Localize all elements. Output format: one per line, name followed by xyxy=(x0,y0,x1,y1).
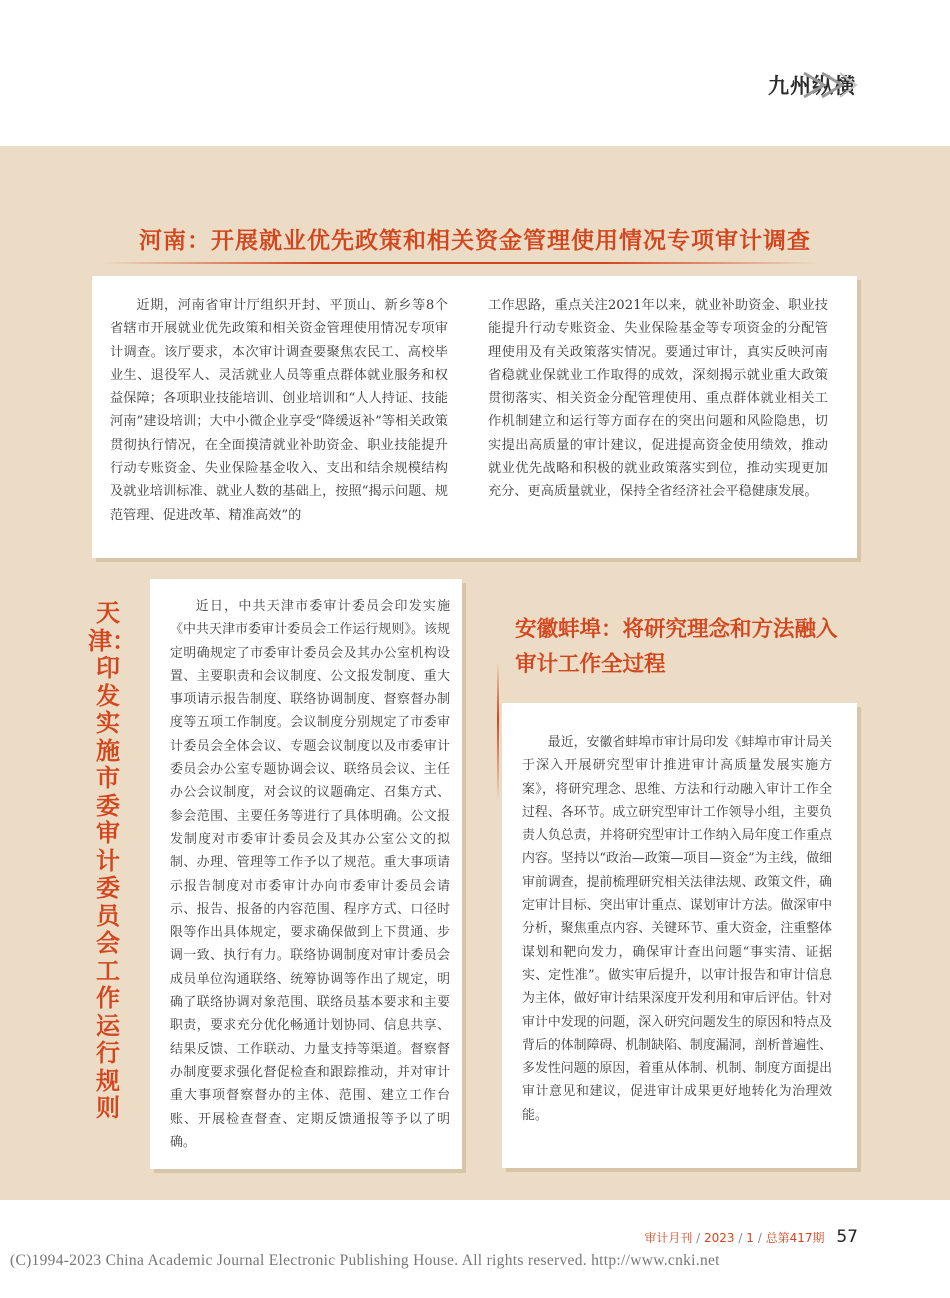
footer-year: 2023 xyxy=(704,1231,735,1245)
copyright-notice: (C)1994-2023 China Academic Journal Electronic Publishing House. All rights reserved. http://www.cnki.net xyxy=(10,1252,720,1269)
henan-article-card xyxy=(92,276,857,558)
tianjin-article-title: 天津：印发实施市委审计委员会工作运行规则 xyxy=(88,599,136,1122)
henan-article-left-column: 近期，河南省审计厅组织开封、平顶山、新乡等8个省辖市开展就业优先政策和相关资金管理使用情况专项审计调查。该厅要求，本次审计调查要聚焦农民工、高校毕业生、退役军人、灵活就业人员等重点群体就业服务和权益保障；各项职业技能培训、创业培训和“人人持证、技能河南”建设培训；大中小微企业享受“降缓返补”等相关政策贯彻执行情况，在全面摸清就业补助资金、职业技能提升行动专账资金、失业保险基金收入、支出和结余规模结构及就业培训标准、就业人数的基础上，按照“揭示问题、规范管理、促进改革、精准高效”的 xyxy=(110,298,448,523)
anhui-article-body: 最近，安徽省蚌埠市审计局印发《蚌埠市审计局关于深入开展研究型审计推进审计高质量发展实施方案》，将研究理念、思维、方法和行动融入审计工作全过程、各环节。成立研究型审计工作领导小组，主要负责人负总责，并将研究型审计工作纳入局年度工作重点内容。坚持以“政治—政策—项目—资金”为主线，做细审前调查，提前梳理研究相关法律法规、政策文件，确定审计目标、突出审计重点、谋划审计方法。做深审中分析，聚焦重点内容、关键环节、重大资金，注重整体谋划和靶向发力，确保审计查出问题“事实清、证据实、定性准”。做实审后提升，以审计报告和审计信息为主体，做好审计结果深度开发利用和审后评估。针对审计中发现的问题，深入研究问题发生的原因和特点及背后的体制障碍、机制缺陷、制度漏洞，剖析普遍性、多发性问题的原因，着重从体制、机制、制度方面提出审计意见和建议，促进审计成果更好地转化为治理效能。 xyxy=(522,735,832,1123)
henan-article-right-column: 工作思路，重点关注2021年以来，就业补助资金、职业技能提升行动专账资金、失业保险基金等专项资金的分配管理使用及有关政策落实情况。要通过审计，真实反映河南省稳就业保就业工作取得的成效，深刻揭示就业重大政策贯彻落实、相关资金分配管理使用、重点群体就业相关工作机制建立和运行等方面存在的突出问题和风险隐患，切实提出高质量的审计建议，促进提高资金使用绩效，推动就业优先战略和积极的就业政策落实到位，推动实现更加充分、更高质量就业，保持全省经济社会平稳健康发展。 xyxy=(488,298,828,500)
title-divider xyxy=(100,262,820,264)
journal-name: 审计月刊 xyxy=(644,1231,693,1245)
footer-issue: 1 xyxy=(746,1231,754,1245)
double-chevron-right-icon xyxy=(800,70,858,100)
anhui-article-card xyxy=(502,703,857,1168)
page-footer xyxy=(644,1227,858,1247)
henan-article-title: 河南：开展就业优先政策和相关资金管理使用情况专项审计调查 xyxy=(139,228,811,254)
footer-separator: / xyxy=(696,1231,701,1245)
anhui-article-title: 安徽蚌埠：将研究理念和方法融入审计工作全过程 xyxy=(515,617,838,677)
anhui-divider xyxy=(497,662,499,802)
tianjin-article-card xyxy=(150,579,462,1169)
tianjin-article-body: 近日，中共天津市委审计委员会印发实施《中共天津市委审计委员会工作运行规则》。该规定明确规定了市委审计委员会及其办公室机构设置、主要职责和会议制度、公文报发制度、重大事项请示报告制度、联络协调制度、督察督办制度等五项工作制度。会议制度分别规定了市委审计委员会全体会议、专题会议制度以及市委审计委员会办公室专题协调会议、联络员会议、主任办公会议制度，对会议的议题确定、召集方式、参会范围、主要任务等进行了具体明确。公文报发制度对市委审计委员会及其办公室公文的拟制、办理、管理等工作予以了规范。重大事项请示报告制度对市委审计办向市委审计委员会请示、报告、报备的内容范围、程序方式、口径时限等作出具体规定，要求确保做到上下贯通、步调一致、执行有力。联络协调制度对审计委员会成员单位沟通联络、统筹协调等作出了规定，明确了联络协调对象范围、联络员基本要求和主要职责，要求充分优化畅通计划协同、信息共享、结果反馈、工作联动、力量支持等渠道。督察督办制度要求强化督促检查和跟踪推动，并对审计重大事项督察督办的主体、范围、建立工作台账、开展检查督查、定期反馈通报等予以了明确。 xyxy=(170,599,450,1150)
footer-separator: / xyxy=(757,1231,762,1245)
footer-separator: / xyxy=(738,1231,743,1245)
page-number: 57 xyxy=(836,1227,858,1247)
section-tag-label: 九州纵横 xyxy=(768,74,856,98)
footer-total-issue: 总第417期 xyxy=(765,1231,825,1245)
